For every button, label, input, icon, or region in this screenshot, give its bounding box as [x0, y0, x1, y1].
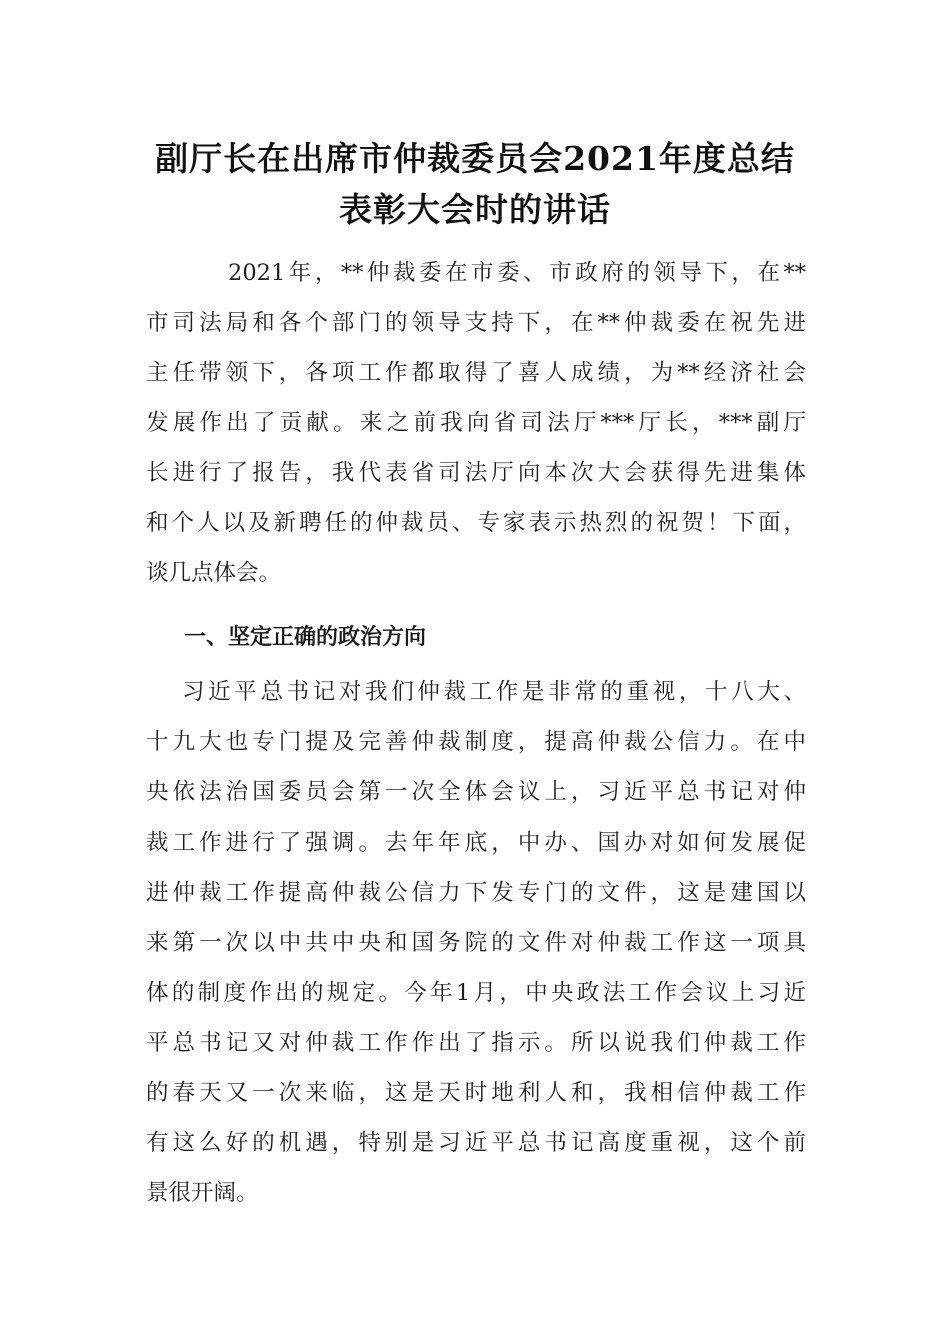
- paragraph-1-line: 和个人以及新聘任的仲裁员、专家表示热烈的祝贺！下面，: [146, 510, 806, 536]
- paragraph-1-line: 主任带领下，各项工作都取得了喜人成绩，为**经济社会: [146, 360, 806, 386]
- paragraph-2-line: 央依法治国委员会第一次全体会议上，习近平总书记对仲: [146, 779, 806, 805]
- paragraph-2-line: 十九大也专门提及完善仲裁制度，提高仲裁公信力。在中: [146, 729, 806, 755]
- paragraph-1-line: 市司法局和各个部门的领导支持下，在**仲裁委在祝先进: [146, 310, 806, 336]
- paragraph-2-line: 习近平总书记对我们仲裁工作是非常的重视，十八大、: [182, 679, 806, 705]
- paragraph-2-line: 来第一次以中共中央和国务院的文件对仲裁工作这一项具: [146, 930, 806, 956]
- paragraph-2-line: 进仲裁工作提高仲裁公信力下发专门的文件，这是建国以: [146, 880, 806, 906]
- document-title-line-2: 表彰大会时的讲话: [339, 190, 611, 229]
- paragraph-1-line: 谈几点体会。: [146, 560, 282, 586]
- paragraph-2-line: 平总书记又对仲裁工作作出了指示。所以说我们仲裁工作: [146, 1030, 806, 1056]
- paragraph-2-line: 体的制度作出的规定。今年1月，中央政法工作会议上习近: [146, 980, 806, 1006]
- paragraph-1-line: 长进行了报告，我代表省司法厅向本次大会获得先进集体: [146, 460, 806, 486]
- paragraph-1-line: 发展作出了贡献。来之前我向省司法厅***厅长，***副厅: [146, 410, 806, 436]
- paragraph-2-line: 景很开阔。: [146, 1180, 259, 1206]
- paragraph-1-line: 2021年，**仲裁委在市委、市政府的领导下，在**: [228, 260, 806, 286]
- paragraph-2-line: 有这么好的机遇，特别是习近平总书记高度重视，这个前: [146, 1130, 806, 1156]
- paragraph-2-line: 的春天又一次来临，这是天时地利人和，我相信仲裁工作: [146, 1080, 806, 1106]
- document-title-line-1: 副厅长在出席市仲裁委员会2021年度总结: [155, 139, 795, 178]
- paragraph-2-line: 裁工作进行了强调。去年年底，中办、国办对如何发展促: [146, 830, 806, 856]
- section-heading: 一、坚定正确的政治方向: [184, 624, 427, 650]
